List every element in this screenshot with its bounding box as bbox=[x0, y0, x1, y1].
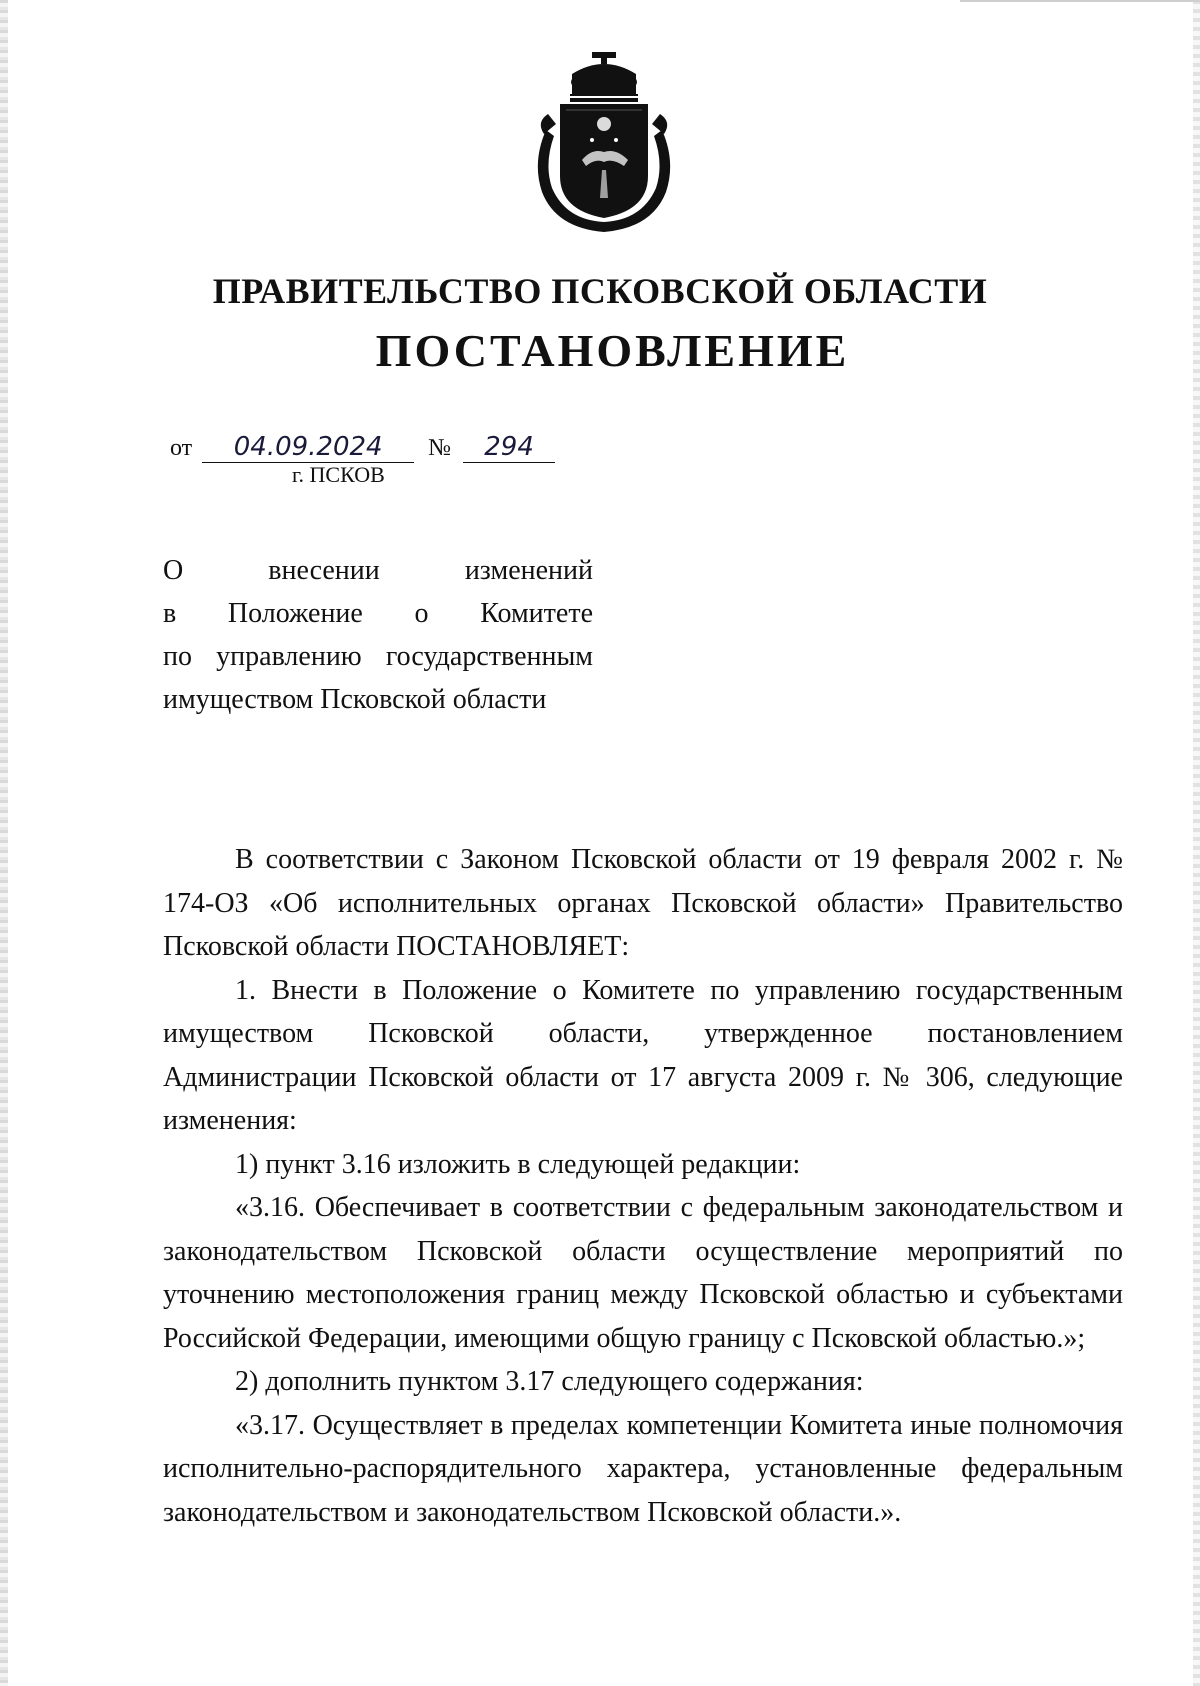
number-label: № bbox=[428, 435, 452, 461]
scan-top-edge bbox=[960, 0, 1200, 2]
scan-right-edge bbox=[1193, 0, 1200, 1686]
scan-left-edge bbox=[0, 0, 8, 1686]
subject-line: в Положение о Комитете bbox=[163, 598, 593, 629]
body-paragraph: 1) пункт 3.16 изложить в следующей редакции: bbox=[235, 1148, 801, 1180]
subject-line: О внесении изменений bbox=[163, 555, 593, 586]
pskov-coat-of-arms-icon bbox=[532, 52, 676, 238]
handwritten-number: 294 bbox=[463, 432, 555, 463]
city-label: г. ПСКОВ bbox=[292, 462, 385, 487]
date-label: от bbox=[170, 435, 193, 461]
body-paragraph: 1. Внести в Положение о Комитете по управлению государственным имуществом Псковской области, утвержденное постановлением Администрации Псковской области от 17 августа 2009 г. № 306, следующие изменения: bbox=[163, 974, 1123, 1136]
body-paragraph: 2) дополнить пунктом 3.17 следующего содержания: bbox=[235, 1366, 864, 1397]
body-paragraph: «3.17. Осуществляет в пределах компетенции Комитета иные полномочия исполнительно-распорядительного характера, установленные федеральным законодательством и законодательством Псковской области.». bbox=[163, 1409, 1123, 1528]
subject-line: имуществом Псковской области bbox=[163, 684, 547, 715]
body-paragraph: «3.16. Обеспечивает в соответствии с федеральным законодательством и законодательством Псковской области осуществление мероприятий по уточнению местоположения границ между Псковской областью и субъектами Российской Федерации, имеющими общую границу с Псковской областью.»; bbox=[163, 1192, 1123, 1354]
government-title: ПРАВИТЕЛЬСТВО ПСКОВСКОЙ ОБЛАСТИ bbox=[212, 271, 988, 311]
document-body bbox=[163, 838, 1123, 1534]
body-paragraph: В соответствии с Законом Псковской области от 19 февраля 2002 г. № 174-ОЗ «Об исполнительных органах Псковской области» Правительство Псковской области ПОСТАНОВЛЯЕТ: bbox=[163, 844, 1123, 962]
document-requisites bbox=[170, 432, 555, 463]
handwritten-date: 04.09.2024 bbox=[202, 432, 414, 463]
document-subject bbox=[163, 549, 593, 721]
document-type-title: ПОСТАНОВЛЕНИЕ bbox=[375, 325, 850, 376]
subject-line: по управлению государственным bbox=[163, 641, 593, 672]
